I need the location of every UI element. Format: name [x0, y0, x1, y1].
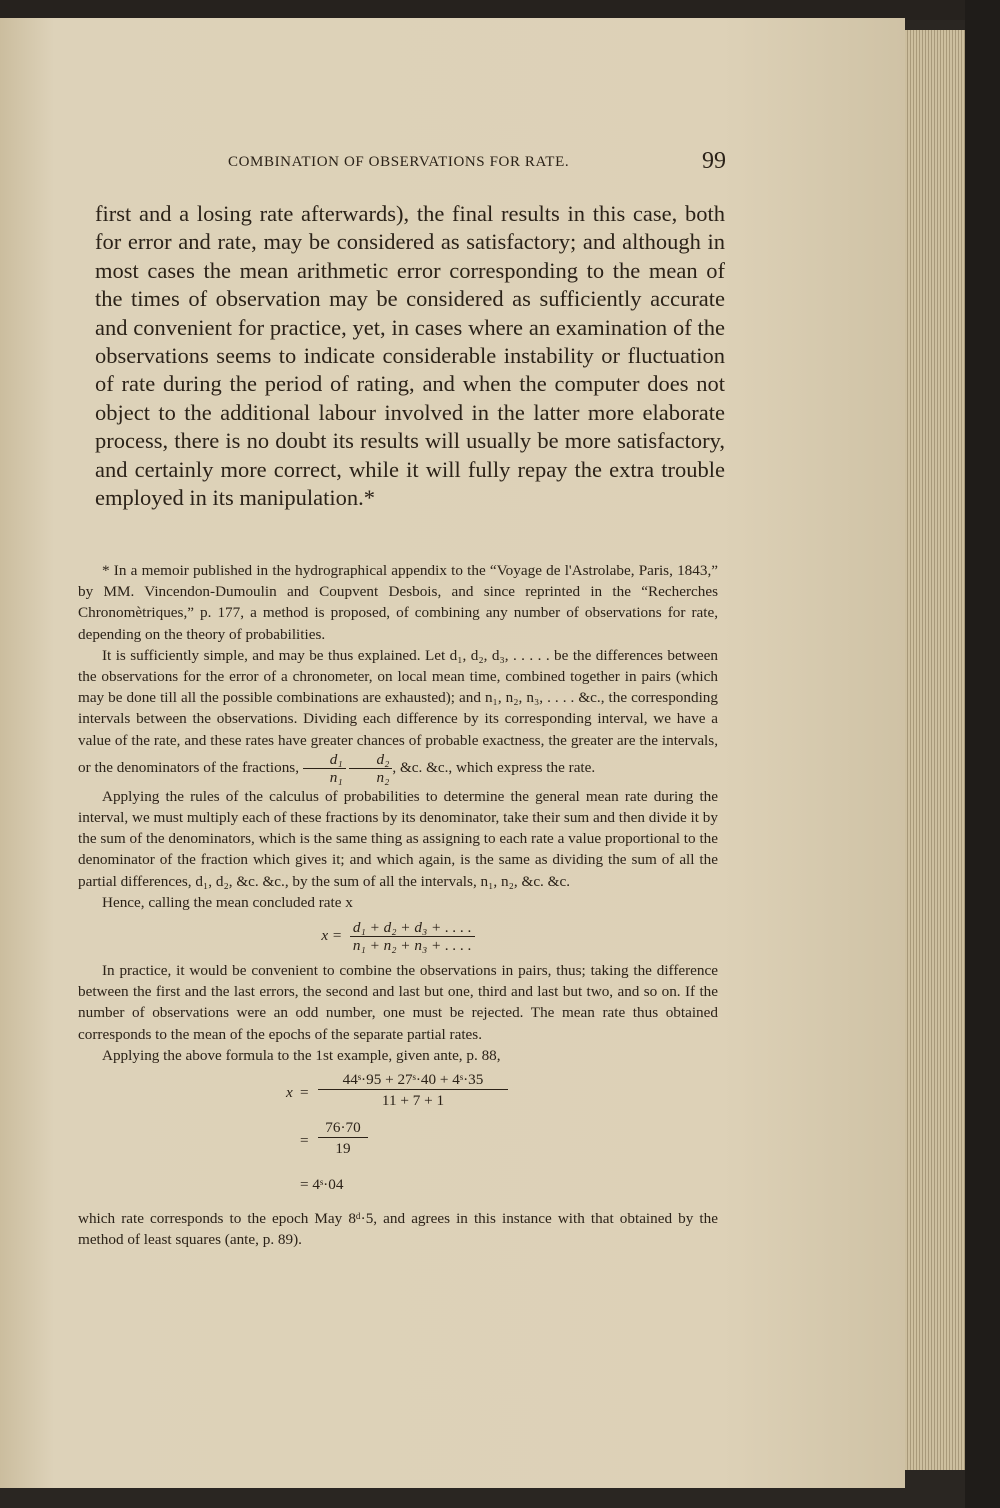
page-number: 99: [702, 148, 726, 174]
fraction-numerator: d₂: [349, 751, 392, 769]
fraction-d2-n2: [349, 751, 392, 786]
book-cover: [965, 0, 1000, 1508]
equation-lhs: x =: [321, 927, 343, 945]
fraction-denominator: n₁: [329, 768, 343, 786]
footnote-para-3: Applying the rules of the calculus of probabilities to determine the general mean rate during the interval, we must multiply each of these fractions by its denominator, take their sum and then divide it by the sum of the denominators, which is the same thing as assigning to each rate a value proportional to the denominator of the fraction which gives it; and which again, is the same as dividing the sum of all the partial differences, d₁, d₂, &c. &c., by the sum of all the intervals, n₁, n₂, &c. &c.: [78, 787, 718, 890]
footnote-para-2: [78, 645, 718, 786]
calc-denominator-1: 11 + 7 + 1: [381, 1092, 445, 1110]
footnote-para-6: Applying the above formula to the 1st example, given ante, p. 88,: [102, 1046, 501, 1064]
fraction-denominator: n₂: [376, 768, 390, 786]
fraction-numerator: d₁: [303, 751, 346, 769]
mean-rate-equation: [78, 919, 718, 954]
running-header: [228, 148, 728, 174]
footnote-para-1: * In a memoir published in the hydrographical appendix to the “Voyage de l'Astrolabe, Paris, 1843,” by MM. Vincendon-Dumoulin and Coupvent Desbois, and since reprinted in the “Recherches Chronomètriques,” p. 177, a method is proposed, of combining any number of observations for rate, depending on the theory of probabilities.: [78, 562, 718, 643]
equation-fraction: [350, 919, 475, 954]
footnote-para-4: Hence, calling the mean concluded rate x: [102, 893, 353, 911]
calc-variable: x: [286, 1084, 293, 1102]
footnote-para-7: which rate corresponds to the epoch May 8ᵈ·5, and agrees in this instance with that obtained by the method of least squares (ante, p. 89).: [78, 1210, 718, 1249]
footnote-para-5: In practice, it would be convenient to combine the observations in pairs, thus; taking the difference between the first and the last errors, the second and last but one, third and last but two, and so on. If the number of observations were an odd number, one must be rejected. The mean rate thus obtained corresponds to the mean of the epochs of the separate partial rates.: [78, 962, 718, 1043]
book-top-edge: [0, 0, 1000, 20]
footnote: [78, 560, 718, 1250]
running-title: COMBINATION OF OBSERVATIONS FOR RATE.: [228, 154, 570, 170]
calc-equals-2: =: [300, 1132, 309, 1150]
calc-equals-1: =: [300, 1084, 309, 1102]
calc-denominator-2: 19: [335, 1140, 351, 1158]
calc-numerator-2: 76·70: [318, 1118, 368, 1138]
fraction-d1-n1: [303, 751, 346, 786]
main-paragraph: first and a losing rate afterwards), the final results in this case, both for error and rate, may be considered as satisfactory; and although in most cases the mean arithmetic error corresponding to the mean of the times of observation may be considered as sufficiently accurate and convenient for practice, yet, in cases where an examination of the observations seems to indicate considerable instability or fluctuation of rate during the period of rating, and when the computer does not object to the additional labour involved in the latter more elaborate process, there is no doubt its results will usually be more satisfactory, and certainly more correct, while it will fully repay the extra trouble employed in its manipulation.*: [95, 201, 725, 511]
equation-denominator: n₁ + n₂ + n₃ + . . . .: [352, 937, 472, 955]
worked-calculation: [78, 1070, 718, 1202]
equation-numerator: d₁ + d₂ + d₃ + . . . .: [350, 919, 475, 937]
calc-result: = 4ˢ·04: [300, 1176, 344, 1194]
calc-numerator-1: 44ˢ·95 + 27ˢ·40 + 4ˢ·35: [318, 1070, 508, 1090]
footnote-para-2-tail: , &c. &c., which express the rate.: [392, 758, 596, 776]
calc-fraction-1: [318, 1070, 508, 1111]
calc-fraction-2: [318, 1118, 368, 1159]
page-edges: [905, 30, 965, 1470]
footnote-para-2-text: It is sufficiently simple, and may be thus explained. Let d₁, d₂, d₃, . . . . . be the differences between the observations for the error of a chronometer, on local mean time, combined together in pairs (which may be done till all the possible combinations are exhausted); and n₁, n₂, n₃, . . . . &c., the corresponding intervals between the observations. Dividing each difference by its corresponding interval, we have a value of the rate, and these rates have greater chances of probable exactness, the greater are the intervals, or the denominators of the fractions,: [78, 646, 718, 776]
